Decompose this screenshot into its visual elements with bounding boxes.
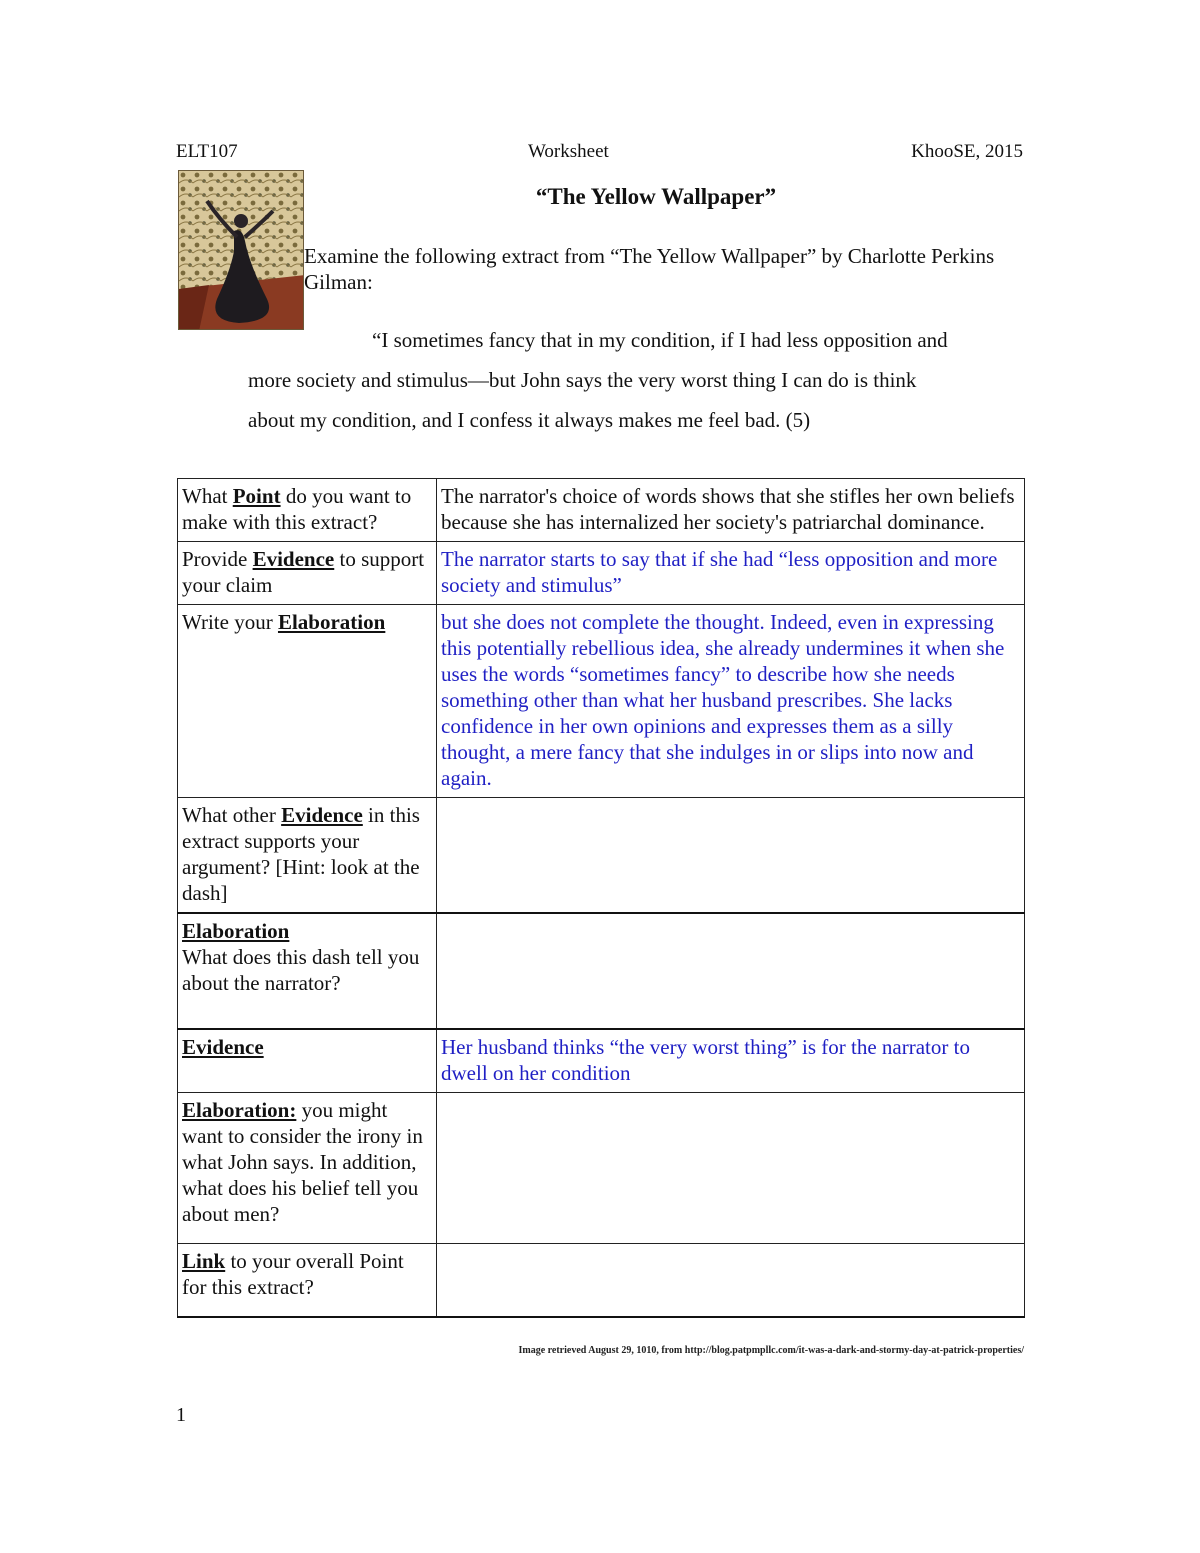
worksheet-title: “The Yellow Wallpaper”	[535, 184, 777, 209]
prompt-cell: Write your Elaboration	[178, 605, 437, 798]
answer-cell[interactable]: but she does not complete the thought. Indeed, even in expressing this potentially rebellious idea, she already undermines it when she uses the words “sometimes fancy” to describe how she needs something other than what her husband prescribes. She lacks confidence in her own opinions and expresses them as a silly thought, a mere fancy that she indulges in or slips into now and again.	[437, 605, 1025, 798]
prompt-cell	[178, 1029, 437, 1093]
header-doc-type: Worksheet	[528, 141, 609, 162]
header-course-code: ELT107	[176, 141, 238, 162]
answer-cell[interactable]	[437, 1093, 1025, 1244]
instruction-text: Examine the following extract from “The Yellow Wallpaper” by Charlotte Perkins Gilman:	[304, 244, 995, 294]
prompt-keyword: Evidence	[281, 803, 363, 827]
prompt-cell: Elaboration What does this dash tell you about the narrator?	[178, 913, 437, 1029]
table-row	[178, 1093, 1025, 1244]
answer-cell[interactable]: The narrator starts to say that if she had “less opposition and more society and stimulus”	[437, 542, 1025, 605]
prompt-cell: What Point do you want to make with this extract?	[178, 479, 437, 542]
prompt-keyword: Elaboration	[182, 919, 290, 943]
table-row	[178, 1029, 1025, 1093]
wallpaper-illustration	[178, 170, 304, 330]
answer-cell[interactable]	[437, 913, 1025, 1029]
prompt-cell: What other Evidence in this extract supports your argument? [Hint: look at the dash]	[178, 798, 437, 914]
answer-cell[interactable]: The narrator's choice of words shows that she stifles her own beliefs because she has internalized her society's patriarchal dominance.	[437, 479, 1025, 542]
answer-cell[interactable]	[437, 1244, 1025, 1318]
page-number: 1	[176, 1404, 186, 1426]
table-row	[178, 798, 1025, 914]
prompt-keyword: Evidence	[182, 1035, 264, 1059]
image-credit: Image retrieved August 29, 1010, from http://blog.patpmpllc.com/it-was-a-dark-and-stormy-day-at-patrick-properties/	[518, 1345, 1024, 1356]
table-row	[178, 542, 1025, 605]
answer-cell[interactable]: Her husband thinks “the very worst thing” is for the narrator to dwell on her condition	[437, 1029, 1025, 1093]
wallpaper-woman-image	[179, 171, 304, 330]
extract-line: about my condition, and I confess it always makes me feel bad. (5)	[248, 408, 811, 432]
prompt-keyword: Point	[232, 484, 281, 508]
prompt-keyword: Evidence	[252, 547, 335, 571]
quoted-extract	[248, 320, 1028, 440]
table-row	[178, 479, 1025, 542]
prompt-keyword: Link	[182, 1249, 226, 1273]
header-author-year: KhooSE, 2015	[911, 141, 1023, 162]
prompt-cell: Provide Evidence to support your claim	[178, 542, 437, 605]
extract-line: more society and stimulus—but John says the very worst thing I can do is think	[248, 368, 917, 392]
answer-cell[interactable]	[437, 798, 1025, 914]
table-row	[178, 605, 1025, 798]
prompt-keyword: Elaboration:	[182, 1098, 297, 1122]
peel-worksheet-table	[177, 478, 1025, 1318]
prompt-keyword: Elaboration	[277, 610, 386, 634]
table-row	[178, 913, 1025, 1029]
prompt-cell: Link to your overall Point for this extract?	[178, 1244, 437, 1318]
prompt-cell: Elaboration: you might want to consider the irony in what John says. In addition, what does his belief tell you about men?	[178, 1093, 437, 1244]
extract-line: “I sometimes fancy that in my condition, if I had less opposition and	[372, 328, 948, 352]
table-row	[178, 1244, 1025, 1318]
